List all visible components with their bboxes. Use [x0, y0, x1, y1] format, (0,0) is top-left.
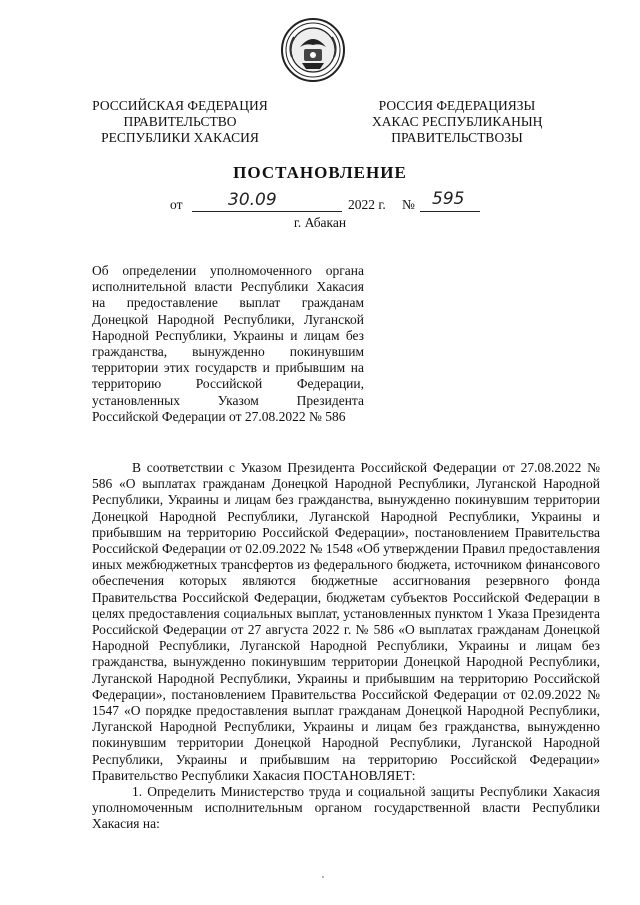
year-text: 2022 г. — [348, 197, 386, 212]
scan-speck — [322, 876, 324, 878]
handwritten-date: 30.09 — [228, 190, 277, 210]
header-right-line2: ХАКАС РЕСПУБЛИКАНЫҢ — [372, 114, 543, 129]
handwritten-number: 595 — [432, 189, 465, 209]
date-prefix: от — [170, 197, 183, 212]
header-left-line2: ПРАВИТЕЛЬСТВО — [123, 114, 237, 129]
date-number-line — [170, 189, 490, 215]
header-left-line1: РОССИЙСКАЯ ФЕДЕРАЦИЯ — [92, 98, 268, 113]
coat-of-arms-emblem — [280, 17, 346, 83]
document-title: ПОСТАНОВЛЕНИЕ — [233, 163, 407, 182]
header-left-line3: РЕСПУБЛИКИ ХАКАСИЯ — [101, 130, 259, 145]
date-underline — [192, 211, 342, 212]
header-left — [90, 98, 270, 146]
header-right — [372, 98, 542, 146]
header-right-line1: РОССИЯ ФЕДЕРАЦИЯЗЫ — [378, 98, 536, 113]
city: г. Абакан — [293, 215, 347, 230]
body-paragraph-2: 1. Определить Министерство труда и социальной защиты Республики Хакасия уполномоченным исполнительным органом государственной власти Республики Хакасия на: — [92, 784, 600, 832]
number-label: № — [402, 197, 415, 212]
subject-text: Об определении уполномоченного органа исполнительной власти Республики Хакасия на предоставление выплат гражданам Донецкой Народной Республики, Луганской Народной Республики, Украины и лицам без гражданства, вынужденно покинувшим территории этих государств и прибывшим на территорию Российской Федерации, установленных Указом Президента Российской Федерации от 27.08.2022 № 586 — [92, 263, 364, 424]
document-body — [92, 460, 600, 833]
coat-of-arms-icon — [280, 17, 346, 83]
header-right-line3: ПРАВИТЕЛЬСТВОЗЫ — [391, 130, 523, 145]
body-paragraph-1: В соответствии с Указом Президента Российской Федерации от 27.08.2022 № 586 «О выплатах гражданам Донецкой Народной Республики, Луганской Народной Республики, Украины и лицам без гражданства, вынужденно покинувшим территории Донецкой Народной Республики, Луганской Народной Республики, Украины и прибывшим на территорию Российской Федерации», постановлением Правительства Российской Федерации от 02.09.2022 № 1548 «Об утверждении Правил предоставления иных межбюджетных трансфертов из федерального бюджета, источником финансового обеспечения которых являются бюджетные ассигнования резервного фонда Правительства Российской Федерации, бюджетам субъектов Российской Федерации в целях предоставления социальных выплат, установленных пунктом 1 Указа Президента Российской Федерации от 27 августа 2022 г. № 586 «О выплатах гражданам Донецкой Народной Республики, Луганской Народной Республики, Украины и лицам без гражданства, вынужденно покинувшим территории Донецкой Народной Республики, Луганской Народной Республики, Украины и прибывшим на территорию Российской Федерации», постановлением Правительства Российской Федерации от 02.09.2022 № 1547 «О порядке предоставления выплат гражданам Донецкой Народной Республики, Луганской Народной Республики, Украины и лицам без гражданства, вынужденно покинувшим территории Донецкой Народной Республики, Луганской Народной Республики, Украины и прибывшим на территорию Российской Федерации» Правительство Республики Хакасия ПОСТАНОВЛЯЕТ: — [92, 460, 600, 783]
number-underline — [420, 211, 480, 212]
